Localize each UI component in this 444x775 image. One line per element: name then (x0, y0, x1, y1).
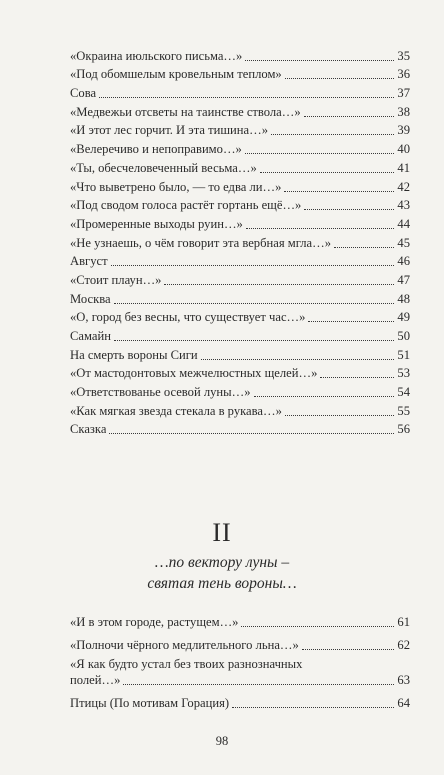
dot-leader (254, 395, 394, 397)
toc-entry-page: 53 (397, 366, 410, 381)
dot-leader (246, 227, 394, 229)
toc-entry-title: «Велеречиво и непоправимо…» (70, 142, 242, 157)
toc-entry-page: 63 (397, 672, 410, 687)
toc-entry (70, 157, 410, 176)
toc-entry-title: «Ответствованье осевой луны…» (70, 385, 251, 400)
toc-entry (70, 82, 410, 101)
toc-entry (70, 232, 410, 251)
dot-leader (334, 246, 394, 248)
toc-entry (70, 611, 410, 630)
dot-leader (245, 59, 394, 61)
toc-entry (70, 251, 410, 270)
toc-entry-title: Сказка (70, 422, 107, 437)
dot-leader (241, 625, 394, 627)
dot-leader (164, 283, 394, 285)
dot-leader (302, 648, 394, 650)
toc-entry-page: 55 (397, 403, 410, 418)
toc-entry (70, 344, 410, 363)
toc-entry-title: «Полночи чёрного медлительного льна…» (70, 637, 299, 652)
toc-entry-title: Сова (70, 86, 97, 101)
dot-leader (201, 358, 394, 360)
toc-entry-page: 42 (397, 179, 410, 194)
dot-leader (304, 208, 394, 210)
dot-leader (245, 152, 394, 154)
toc-entry (70, 363, 410, 382)
toc-entry-title: На смерть вороны Сиги (70, 347, 198, 362)
section-subtitle-line-2: святая тень вороны… (147, 575, 297, 592)
toc-entry (70, 101, 410, 120)
toc-entry-page: 45 (397, 235, 410, 250)
toc-entry-page: 40 (397, 142, 410, 157)
toc-entry (70, 45, 410, 64)
dot-leader (260, 171, 394, 173)
toc-entry-page: 48 (397, 291, 410, 306)
dot-leader (111, 264, 394, 266)
toc-entry-title: «О, город без весны, что существует час…» (70, 310, 306, 325)
dot-leader (123, 683, 394, 685)
toc-entry (70, 138, 410, 157)
toc-entry-title: «Как мягкая звезда стекала в рукава…» (70, 403, 282, 418)
dot-leader (320, 376, 394, 378)
dot-leader (285, 77, 394, 79)
toc-entry (70, 269, 410, 288)
toc-entry (70, 630, 410, 653)
toc-entry (70, 325, 410, 344)
toc-entry-title: «Под обомшелым кровельным теплом» (70, 67, 282, 82)
toc-entry (70, 657, 410, 689)
toc-entry-page: 54 (397, 385, 410, 400)
dot-leader (308, 320, 394, 322)
dot-leader (271, 133, 394, 135)
toc-entry-page: 50 (397, 329, 410, 343)
toc-entry-title: «Что выветрено было, — то едва ли…» (70, 179, 282, 194)
toc-entry (70, 307, 410, 326)
toc-list-part-2 (70, 611, 410, 711)
toc-entry-page: 41 (397, 160, 410, 175)
toc-entry-page: 36 (397, 67, 410, 82)
toc-entry-title: Москва (70, 291, 111, 306)
section-subtitle-line-1: …по вектору луны – (154, 554, 290, 571)
toc-entry-title: Птицы (По мотивам Горация) (70, 696, 230, 711)
toc-entry-title: Самайн (70, 329, 111, 343)
toc-entry-title: Август (70, 254, 108, 269)
dot-leader (114, 339, 394, 341)
dot-leader (285, 414, 394, 416)
toc-entry-page: 61 (397, 614, 410, 629)
toc-entry-page: 46 (397, 254, 410, 269)
toc-entry-page: 35 (397, 48, 410, 63)
toc-entry (70, 288, 410, 307)
toc-entry (70, 120, 410, 139)
toc-entry-page: 43 (397, 198, 410, 213)
section-numeral: II (212, 518, 232, 547)
toc-entry-title-line-1: «Я как будто устал без твоих разнозначных (70, 656, 303, 671)
toc-entry-page: 64 (397, 696, 410, 711)
toc-entry (70, 195, 410, 214)
toc-entry (70, 693, 410, 712)
dot-leader (284, 190, 394, 192)
toc-entry-page: 38 (397, 104, 410, 119)
dot-leader (99, 96, 394, 98)
toc-entry-page: 49 (397, 310, 410, 325)
toc-entry-title: «Стоит плаун…» (70, 272, 162, 287)
toc-entry (70, 176, 410, 195)
toc-entry (70, 64, 410, 83)
toc-entry-page: 51 (397, 347, 410, 362)
dot-leader (304, 115, 394, 117)
toc-entry-title: «Ты, обесчеловеченный весьма…» (70, 160, 257, 175)
toc-entry-title-line-2: полей…» (70, 672, 121, 687)
toc-list-part-1 (70, 45, 410, 437)
toc-entry-title: «Промеренные выходы руин…» (70, 216, 243, 231)
toc-entry (70, 400, 410, 419)
dot-leader (232, 706, 394, 708)
toc-entry (70, 213, 410, 232)
toc-entry (70, 419, 410, 438)
toc-entry-title: «От мастодонтовых межчелюстных щелей…» (70, 366, 318, 381)
toc-entry-page: 47 (397, 272, 410, 287)
toc-entry (70, 381, 410, 400)
toc-entry-page: 56 (397, 422, 410, 437)
toc-entry-title: «Медвежьи отсветы на таинстве ствола…» (70, 104, 301, 119)
toc-entry-title: «И в этом городе, растущем…» (70, 614, 239, 629)
toc-entry-title: «И этот лес горчит. И эта тишина…» (70, 123, 268, 138)
toc-entry-title: «Окраина июльского письма…» (70, 48, 243, 63)
toc-entry-page: 44 (397, 216, 410, 231)
section-subtitle (0, 552, 444, 594)
toc-entry-title: «Не узнаешь, о чём говорит эта вербная мгла…» (70, 235, 332, 250)
page-number: 98 (215, 734, 229, 748)
dot-leader (114, 302, 394, 304)
dot-leader (109, 432, 394, 434)
toc-entry-page: 39 (397, 123, 410, 138)
toc-entry-page: 37 (397, 86, 410, 101)
toc-entry-title: «Под сводом голоса растёт гортань ещё…» (70, 198, 302, 213)
toc-entry-page: 62 (397, 637, 410, 652)
